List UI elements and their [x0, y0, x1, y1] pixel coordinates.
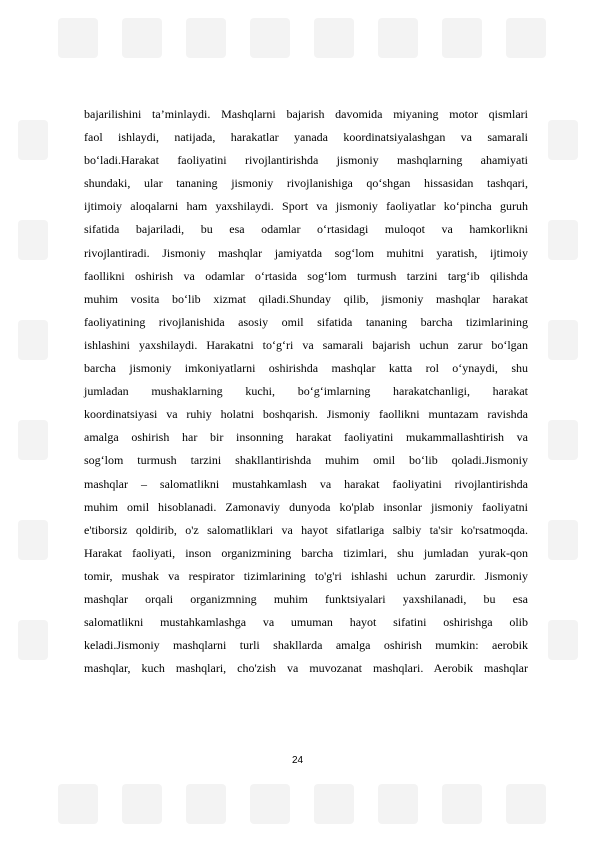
text-line: mashqlar – salomatlikni mustahkamlash va harakat faoliyatini rivojlantirishda — [84, 476, 528, 491]
text-line: koordinatsiyasi va ruhiy holatni boshqarish. Jismoniy faollikni muntazam ravishda — [84, 407, 528, 422]
text-line: faol ishlaydi, natijada, harakatlar yanada koordinatsiyalashgan va samarali — [84, 130, 528, 145]
text-line: mashqlar, kuch mashqlari, cho'zish va muvozanat mashqlari. Aerobik mashqlar — [84, 661, 528, 676]
text-line: sog‘lom turmush tarzini shakllantirishda muhim omil bo‘lib qoladi.Jismoniy — [84, 453, 528, 468]
text-line: ishlashini yaxshilaydi. Harakatni to‘g‘ri va samarali bajarish uchun zarur bo‘lgan — [84, 337, 528, 352]
text-line: sifatida bajariladi, bu esa odamlar o‘rtasidagi muloqot va hamkorlikni — [84, 222, 528, 237]
text-line: jumladan mushaklarning kuchi, bo‘g‘imlarning harakatchanligi, harakat — [84, 384, 528, 399]
text-line: salomatlikni mustahkamlashga va umuman hayot sifatini oshirishga olib — [84, 615, 528, 630]
text-line: mashqlar orqali organizmning muhim funktsiyalari yaxshilanadi, bu esa — [84, 591, 528, 606]
text-line: rivojlantiradi. Jismoniy mashqlar jamiyatda sog‘lom muhitni yaratish, ijtimoiy — [84, 245, 528, 260]
text-line: tomir, mushak va respirator tizimlarining to'g'ri ishlashi uchun zarurdir. Jismoniy — [84, 568, 528, 583]
text-line: shundaki, ular tananing jismoniy rivojlanishiga qo‘shgan hissasidan tashqari, — [84, 176, 528, 191]
text-line: keladi.Jismoniy mashqlarni turli shakllarda amalga oshirish mumkin: aerobik — [84, 638, 528, 653]
text-line: bajarilishini ta’minlaydi. Mashqlarni bajarish davomida miyaning motor qismlari — [84, 107, 528, 121]
text-line: e'tiborsiz qoldirib, o'z salomatliklari va hayot sifatlariga salbiy ta'sir ko'rsatmoqda. — [84, 522, 528, 537]
text-line: faoliyatining rivojlanishida asosiy omil sifatida tananing barcha tizimlarining — [84, 314, 528, 329]
text-line: bo‘ladi.Harakat faoliyatini rivojlantirishda jismoniy mashqlarning ahamiyati — [84, 153, 528, 168]
text-line: amalga oshirish har bir insonning harakat faoliyatini mukammallashtirish va — [84, 430, 528, 445]
body-text — [84, 103, 528, 680]
text-line: barcha jismoniy imkoniyatlarni oshirishda mashqlar katta rol o‘ynaydi, shu — [84, 361, 528, 376]
page-number: 24 — [291, 755, 304, 766]
text-line: muhim vosita bo‘lib xizmat qiladi.Shunday qilib, jismoniy mashqlar harakat — [84, 291, 528, 306]
text-line: faollikni oshirish va odamlar o‘rtasida sog‘lom turmush tarzini targ‘ib qilishda — [84, 268, 528, 283]
text-line: Harakat faoliyati, inson organizmining barcha tizimlari, shu jumladan yurak-qon — [84, 545, 528, 560]
text-line: ijtimoiy aloqalarni ham yaxshilaydi. Sport va jismoniy faoliyatlar ko‘pincha guruh — [84, 199, 528, 214]
text-line: muhim omil hisoblanadi. Zamonaviy dunyoda ko'plab insonlar jismoniy faoliyatni — [84, 499, 528, 514]
